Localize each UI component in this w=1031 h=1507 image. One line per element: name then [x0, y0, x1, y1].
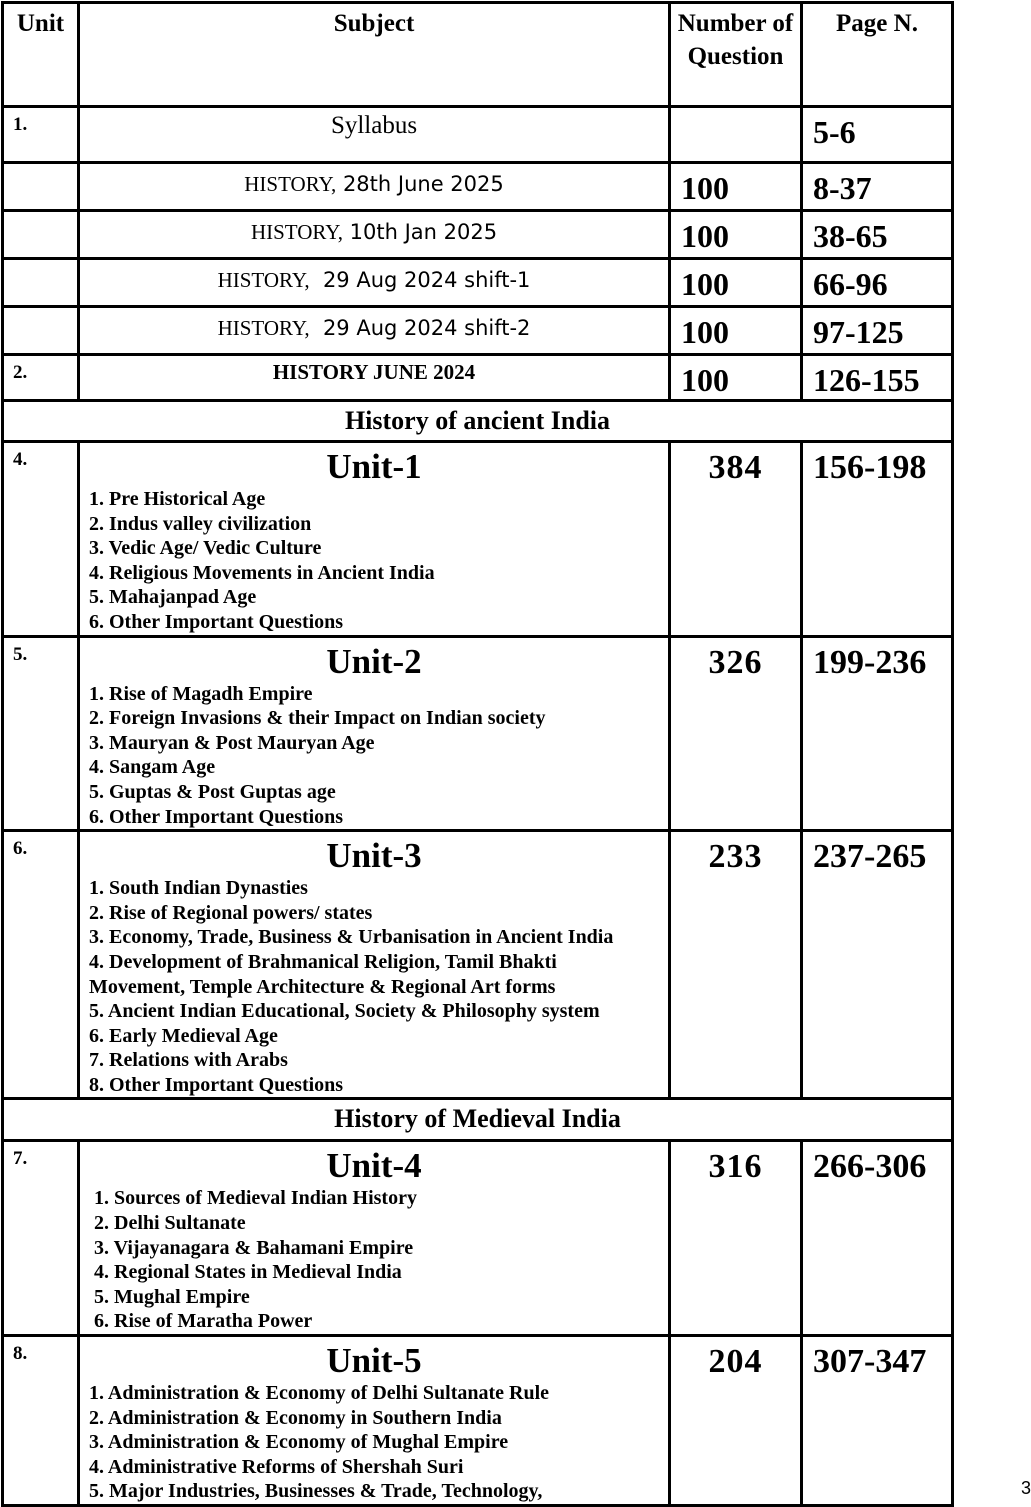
unit-row [3, 831, 953, 1099]
question-count: 326 [670, 636, 802, 831]
topic-item: 6. Early Medieval Age [89, 1024, 278, 1047]
question-count: 204 [670, 1336, 802, 1506]
topic-item: 6. Other Important Questions [89, 610, 344, 633]
section-row [3, 401, 953, 442]
page-range: 66-96 [802, 259, 953, 307]
topic-item: 5. Guptas & Post Guptas age [89, 780, 336, 803]
topic-list [80, 487, 668, 635]
section-row [3, 1099, 953, 1141]
unit-number [3, 307, 79, 355]
topic-item: 4. Sangam Age [89, 756, 216, 779]
topic-list [80, 1381, 668, 1504]
question-count: 233 [670, 831, 802, 1099]
page-range: 237-265 [802, 831, 953, 1099]
topic-item: 1. Rise of Magadh Empire [89, 682, 313, 705]
topic-item: 2. Administration & Economy in Southern India [89, 1406, 502, 1429]
topic-item: 3. Mauryan & Post Mauryan Age [89, 731, 375, 754]
unit-title: Unit-1 [326, 447, 422, 486]
topic-item: 4. Development of Brahmanical Religion, Tamil Bhakti [89, 950, 557, 973]
subject-date: 28th June 2025 [336, 172, 504, 196]
topic-item: 7. Relations with Arabs [89, 1049, 288, 1072]
page-number: 3 [1020, 1478, 1031, 1498]
unit-row [3, 1141, 953, 1336]
unit-number [3, 259, 79, 307]
unit-title: Unit-2 [326, 641, 422, 681]
unit-number: 1. [3, 107, 79, 163]
unit-subject-cell [79, 442, 670, 637]
unit-title: Unit-4 [326, 1146, 422, 1186]
header-unit: Unit [3, 3, 79, 107]
question-count [670, 107, 802, 163]
topic-item: 3. Administration & Economy of Mughal Empire [89, 1431, 509, 1454]
unit-row [3, 636, 953, 831]
unit-subject-cell [79, 1141, 670, 1336]
table-row [3, 163, 953, 211]
question-count: 100 [670, 355, 802, 401]
unit-title: Unit-3 [326, 836, 422, 876]
page-range: 156-198 [802, 442, 953, 637]
table-row [3, 355, 953, 401]
question-count: 100 [670, 163, 802, 211]
table-row [3, 259, 953, 307]
page-range: 97-125 [802, 307, 953, 355]
header-number-of-question: Number of Question [670, 3, 802, 107]
subject-date: 29 Aug 2024 shift-1 [309, 268, 531, 292]
topic-item: 8. Other Important Questions [89, 1073, 344, 1096]
unit-number: 6. [3, 831, 79, 1099]
unit-subject-cell [79, 636, 670, 831]
header-page: Page N. [802, 3, 953, 107]
topic-item: 4. Religious Movements in Ancient India [89, 561, 435, 584]
topic-item: 1. South Indian Dynasties [89, 877, 308, 900]
subject-prefix: HISTORY, [217, 316, 310, 340]
header-subject: Subject [79, 3, 670, 107]
unit-number [3, 163, 79, 211]
question-count: 100 [670, 211, 802, 259]
page-range: 38-65 [802, 211, 953, 259]
topic-item: 5. Mughal Empire [94, 1285, 250, 1308]
subject-cell [79, 211, 670, 259]
unit-number: 4. [3, 442, 79, 637]
page-range: 266-306 [802, 1141, 953, 1336]
topic-item: 4. Regional States in Medieval India [94, 1261, 402, 1284]
unit-number: 5. [3, 636, 79, 831]
topic-item: 2. Rise of Regional powers/ states [89, 901, 373, 924]
unit-number [3, 211, 79, 259]
header-row [3, 3, 953, 107]
topic-list [80, 876, 668, 1097]
subject-date: 10th Jan 2025 [342, 220, 498, 244]
topic-item: 4. Administrative Reforms of Shershah Suri [89, 1455, 464, 1478]
page-range: 199-236 [802, 636, 953, 831]
topic-item: 6. Other Important Questions [89, 805, 344, 828]
subject-cell: Syllabus [79, 107, 670, 163]
topic-item: 1. Pre Historical Age [89, 488, 266, 510]
topic-item: 2. Indus valley civilization [89, 512, 312, 535]
subject-date: 29 Aug 2024 shift-2 [309, 316, 531, 340]
topic-item: 6. Rise of Maratha Power [94, 1310, 313, 1333]
topic-item: 5. Mahajanpad Age [89, 586, 257, 609]
unit-subject-cell [79, 831, 670, 1099]
topic-list [80, 1186, 668, 1334]
subject-cell [79, 163, 670, 211]
unit-row [3, 442, 953, 637]
topic-item: 2. Foreign Invasions & their Impact on Indian society [89, 707, 546, 730]
section-heading-medieval: History of Medieval India [3, 1099, 953, 1141]
table-row [3, 107, 953, 163]
unit-number: 8. [3, 1336, 79, 1506]
topic-item: 5. Major Industries, Businesses & Trade, Technology, [89, 1480, 543, 1503]
subject-cell: HISTORY JUNE 2024 [79, 355, 670, 401]
topic-item: 1. Administration & Economy of Delhi Sultanate Rule [89, 1382, 550, 1405]
topic-item: Movement, Temple Architecture & Regional Art forms [89, 975, 556, 998]
question-count: 100 [670, 307, 802, 355]
topic-item: 2. Delhi Sultanate [94, 1212, 246, 1235]
page-range: 8-37 [802, 163, 953, 211]
topic-item: 3. Economy, Trade, Business & Urbanisation in Ancient India [89, 926, 614, 949]
topic-item: 5. Ancient Indian Educational, Society & Philosophy system [89, 1000, 600, 1023]
section-heading-ancient: History of ancient India [3, 401, 953, 442]
page-range: 126-155 [802, 355, 953, 401]
unit-row [3, 1336, 953, 1506]
unit-subject-cell [79, 1336, 670, 1506]
question-count: 100 [670, 259, 802, 307]
subject-cell [79, 307, 670, 355]
subject-prefix: HISTORY, [217, 268, 310, 292]
contents-table [1, 1, 954, 1507]
unit-number: 2. [3, 355, 79, 401]
table-row [3, 307, 953, 355]
table-row [3, 211, 953, 259]
topic-list [80, 682, 668, 830]
subject-prefix: HISTORY, [250, 220, 343, 244]
topic-item: 3. Vedic Age/ Vedic Culture [89, 537, 322, 560]
question-count: 316 [670, 1141, 802, 1336]
unit-number: 7. [3, 1141, 79, 1336]
question-count: 384 [670, 442, 802, 637]
subject-prefix: HISTORY, [244, 172, 337, 196]
unit-title: Unit-5 [326, 1341, 422, 1381]
topic-item: 1. Sources of Medieval Indian History [94, 1187, 417, 1210]
subject-cell [79, 259, 670, 307]
page-range: 307-347 [802, 1336, 953, 1506]
topic-item: 3. Vijayanagara & Bahamani Empire [94, 1236, 414, 1259]
page-range: 5-6 [802, 107, 953, 163]
